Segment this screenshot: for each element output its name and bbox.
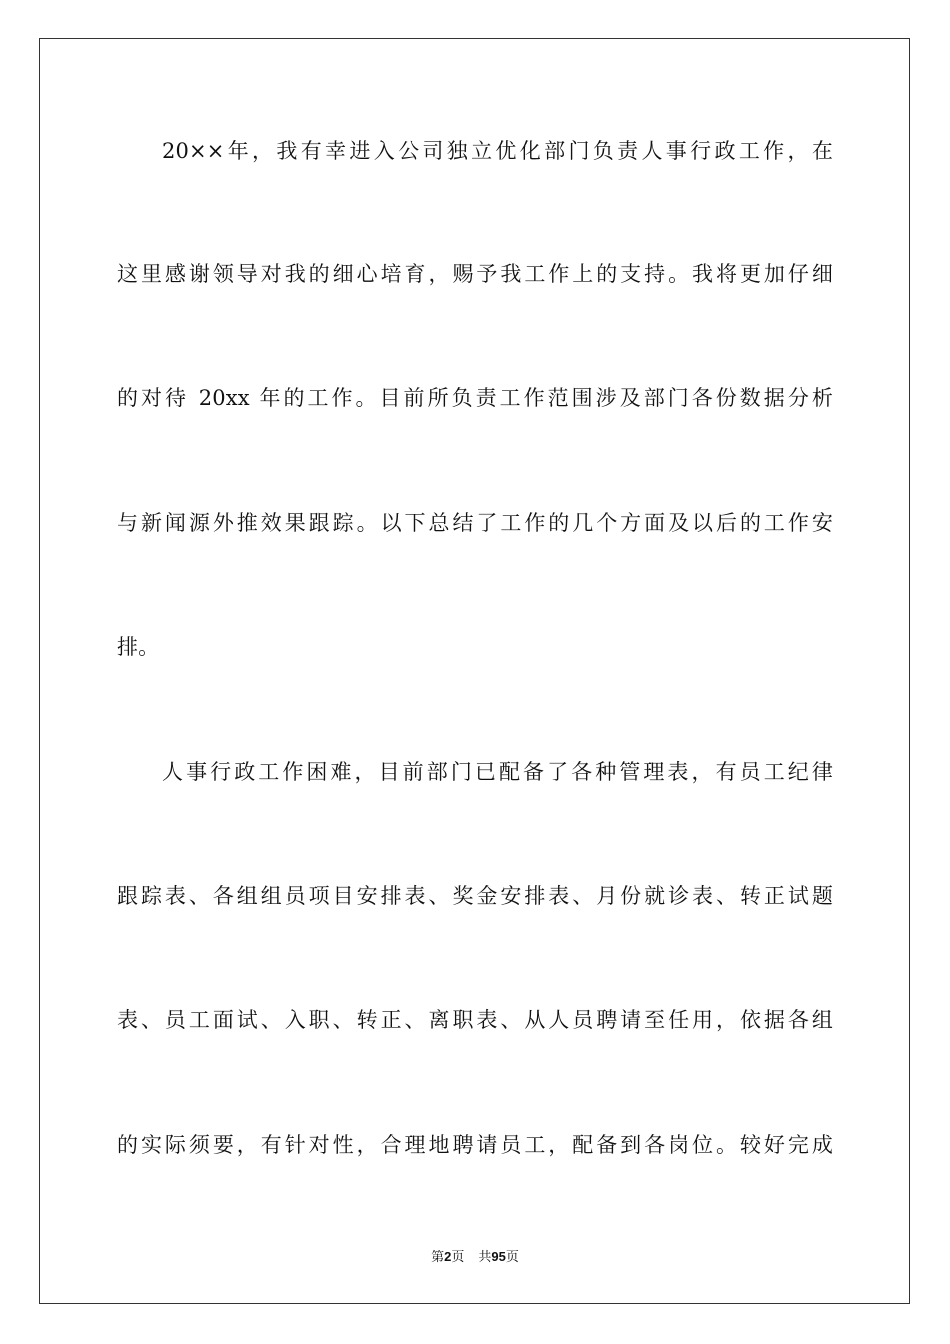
page-border bbox=[39, 38, 910, 1304]
page-footer bbox=[0, 1248, 950, 1267]
paragraph-line: 排。 bbox=[117, 635, 160, 659]
paragraph-line: 表、员工面试、入职、转正、离职表、从人员聘请至任用，依据各组 bbox=[117, 1008, 833, 1032]
page-prefix: 第 bbox=[431, 1250, 445, 1265]
paragraph-line: 与新闻源外推效果跟踪。以下总结了工作的几个方面及以后的工作安 bbox=[117, 511, 833, 535]
page-number: 2 bbox=[444, 1249, 452, 1264]
paragraph-line: 的实际须要，有针对性，合理地聘请员工，配备到各岗位。较好完成 bbox=[117, 1133, 833, 1157]
paragraph-line: 跟踪表、各组组员项目安排表、奖金安排表、月份就诊表、转正试题 bbox=[117, 884, 833, 908]
page-suffix: 页 bbox=[451, 1250, 465, 1265]
paragraph-line: 人事行政工作困难，目前部门已配备了各种管理表，有员工纪律 bbox=[162, 760, 833, 784]
total-prefix: 共 bbox=[478, 1250, 492, 1265]
paragraph-line: 的对待 20xx 年的工作。目前所负责工作范围涉及部门各份数据分析 bbox=[117, 386, 833, 410]
paragraph-line: 这里感谢领导对我的细心培育，赐予我工作上的支持。我将更加仔细 bbox=[117, 262, 833, 286]
paragraph-line: 20××年，我有幸进入公司独立优化部门负责人事行政工作，在 bbox=[162, 139, 833, 163]
total-suffix: 页 bbox=[505, 1250, 519, 1265]
total-pages: 95 bbox=[491, 1249, 506, 1264]
